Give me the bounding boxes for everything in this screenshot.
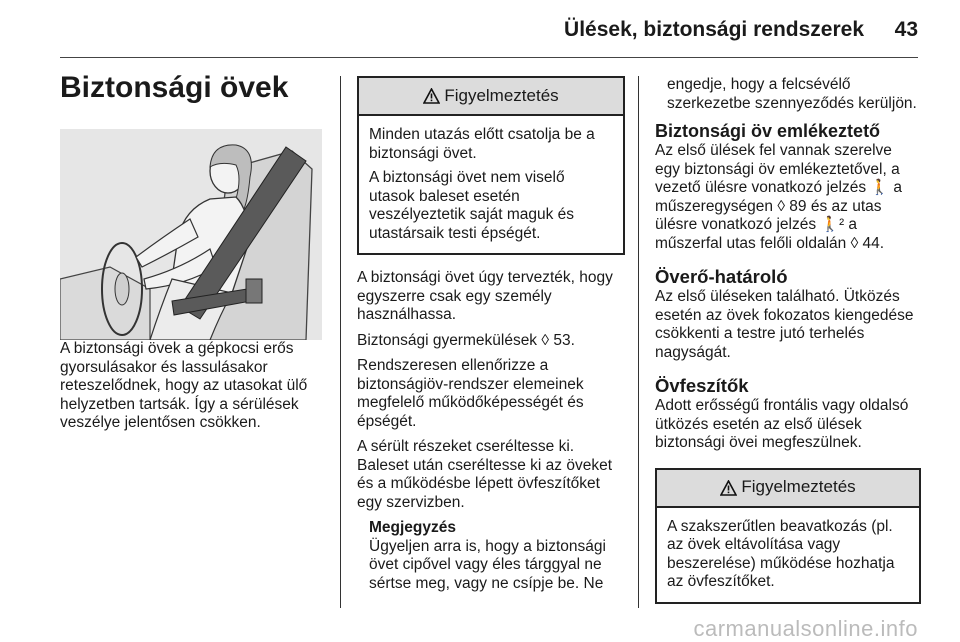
note-block	[369, 519, 625, 593]
paragraph: Adott erősségű frontális vagy oldalsó ütközés esetén az első ülések biztonsági övei megfeszülnek.	[655, 397, 909, 451]
seatbelt-driver-icon: 🚶	[870, 179, 890, 196]
seatbelt-passenger-icon: 🚶²	[820, 216, 845, 233]
paragraph-text: a műszeregységen ◊ 89 és az utas ülésre vonatkozó jelzés	[655, 179, 903, 233]
subheading-seatbelt-reminder: Biztonsági öv emlékeztető	[655, 121, 881, 141]
warning-header	[657, 470, 919, 508]
paragraph: A biztonsági övet úgy tervezték, hogy egyszerre csak egy személy használhassa.	[357, 269, 613, 323]
note-label: Megjegyzés	[369, 519, 457, 536]
column-2	[357, 76, 625, 593]
warning-body	[657, 508, 919, 602]
column-divider-1	[340, 76, 341, 608]
paragraph	[655, 142, 921, 253]
header-divider	[60, 57, 918, 58]
note-continuation: engedje, hogy a felcsévélő szerkezetbe szennyeződés kerüljön.	[667, 76, 917, 112]
warning-text: Minden utazás előtt csatolja be a biztonsági övet.	[369, 126, 595, 162]
warning-title: Figyelmeztetés	[741, 477, 856, 497]
paragraph: Rendszeresen ellenőrizze a biztonságiöv-rendszer elemeinek megfelelő működőképességét és épségét.	[357, 357, 584, 430]
column-3	[655, 76, 921, 604]
warning-box	[357, 76, 625, 255]
column-1	[60, 70, 326, 440]
warning-text: A szakszerűtlen beavatkozás (pl. az övek eltávolítása vagy beszerelése) működése hozhatja az övfeszítőket.	[667, 517, 895, 590]
warning-body	[359, 116, 623, 253]
warning-triangle-icon	[720, 480, 737, 496]
figure-caption: A biztonsági övek a gépkocsi erős gyorsulásakor és lassulásakor reteszelődnek, hogy az utasokat ülő helyzetben tartsák. Így a sérülések veszélye jelentősen csökken.	[60, 340, 308, 431]
column-divider-2	[638, 76, 639, 608]
warning-title: Figyelmeztetés	[444, 85, 559, 105]
note-text: Ügyeljen arra is, hogy a biztonsági övet cipővel vagy éles tárggyal ne sértse meg, vagy ne csípje be. Ne	[369, 537, 606, 592]
chapter-title: Ülések, biztonsági rendszerek	[564, 18, 864, 41]
seatbelt-illustration	[60, 129, 322, 340]
cross-reference: Biztonsági gyermekülések ◊ 53.	[357, 331, 575, 349]
warning-text: A biztonsági övet nem viselő utasok baleset esetén veszélyeztetik saját maguk és utastársaik testi épségét.	[369, 169, 575, 242]
warning-triangle-icon	[423, 88, 440, 104]
warning-box	[655, 468, 921, 604]
warning-header	[359, 78, 623, 116]
paragraph: Az első üléseken található. Ütközés esetén az övek fokozatos kiengedése csökkenti a testre jutó terhelés nagyságát.	[655, 288, 914, 361]
watermark: carmanualsonline.info	[693, 616, 918, 641]
driver-wearing-seatbelt-illustration	[60, 129, 322, 340]
page-number: 43	[894, 18, 918, 41]
subheading-force-limiter: Överő-határoló	[655, 266, 788, 287]
subheading-pretensioners: Övfeszítők	[655, 375, 749, 396]
paragraph-text: Az első ülések fel vannak szerelve egy biztonsági öv emlékeztetővel, a vezető ülésre vonatkozó jelzés	[655, 142, 900, 196]
section-title: Biztonsági övek	[60, 71, 289, 104]
paragraph-text: a műszerfal utas felőli oldalán ◊ 44.	[655, 216, 885, 252]
paragraph: A sérült részeket cseréltesse ki. Baleset után cseréltesse ki az öveket és a működésbe lépett övfeszítőket egy szervizben.	[357, 438, 613, 511]
